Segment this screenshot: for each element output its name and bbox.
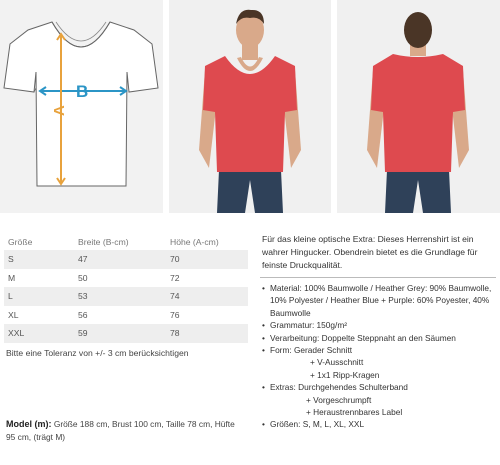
table-row: [4, 269, 248, 288]
spec-extras: • Extras: Durchgehendes Schulterband: [262, 382, 408, 393]
cell-size: S: [4, 250, 74, 269]
cell-height: 70: [166, 250, 248, 269]
tolerance-note: Bitte eine Toleranz von +/- 3 cm berücksichtigen: [6, 348, 189, 358]
bullet-icon: •: [262, 345, 265, 356]
model-back-photo: [337, 0, 500, 213]
table-row: [4, 287, 248, 306]
spec-sizes: • Größen: S, M, L, XL, XXL: [262, 419, 365, 430]
cell-width: 59: [74, 324, 166, 343]
cell-size: L: [4, 287, 74, 306]
table-row: [4, 324, 248, 343]
cell-width: 50: [78, 272, 88, 283]
bullet-icon: •: [262, 283, 265, 293]
label-b: B: [76, 82, 89, 101]
cell-width: 47: [74, 250, 166, 269]
bullet-icon: •: [262, 332, 265, 343]
tshirt-outline-icon: [0, 0, 163, 213]
model-label: Model (m):: [6, 419, 52, 429]
product-description: Für das kleine optische Extra: Dieses Herrenshirt ist ein wahrer Hingucker. Obendrein bietet es die Grundlage für feinste Druckqualität.: [262, 234, 478, 270]
spec-grammatur: • Grammatur: 150g/m²: [262, 320, 347, 331]
spec-extras-sub: + Vorgeschrumpft: [306, 394, 372, 405]
size-diagram: [0, 0, 163, 213]
cell-height: 74: [166, 287, 248, 306]
cell-width: 53: [74, 287, 166, 306]
cell-width: 56: [78, 309, 88, 320]
man-back-icon: [337, 0, 500, 213]
man-front-icon: [169, 0, 331, 213]
header-width: Breite (B-cm): [78, 236, 129, 247]
cell-size: M: [8, 272, 16, 283]
label-a: A: [51, 105, 68, 116]
cell-height: 72: [170, 272, 180, 283]
size-table: [4, 233, 248, 343]
spec-extras-sub: + Heraustrennbares Label: [306, 407, 403, 418]
header-size: Größe: [8, 236, 33, 247]
cell-size: XL: [8, 309, 19, 320]
cell-size: XXL: [4, 324, 74, 343]
bullet-icon: •: [262, 382, 265, 393]
cell-height: 76: [170, 309, 180, 320]
model-text: Größe 188 cm, Brust 100 cm, Taille 78 cm, Hüfte 95 cm, (trägt M): [6, 419, 235, 442]
spec-verarbeitung: • Verarbeitung: Doppelte Steppnaht an den Säumen: [262, 332, 456, 343]
model-info: [6, 418, 246, 443]
spec-form-sub: + 1x1 Ripp-Kragen: [310, 369, 380, 380]
table-row: [4, 306, 248, 325]
spec-material: • Material: 100% Baumwolle / Heather Grey: 90% Baumwolle, 10% Polyester / Heather Blue + Purple: 60% Poyester, 40% Baumwolle: [262, 283, 492, 318]
spec-form: • Form: Gerader Schnitt: [262, 345, 353, 356]
bullet-icon: •: [262, 419, 265, 430]
table-row: [4, 250, 248, 269]
table-header-row: [4, 233, 248, 250]
header-height: Höhe (A-cm): [170, 236, 219, 247]
model-front-photo: [169, 0, 331, 213]
cell-height: 78: [166, 324, 248, 343]
spec-list: [262, 282, 498, 431]
divider: [260, 277, 496, 278]
bullet-icon: •: [262, 320, 265, 331]
spec-form-sub: + V-Ausschnitt: [310, 357, 364, 368]
